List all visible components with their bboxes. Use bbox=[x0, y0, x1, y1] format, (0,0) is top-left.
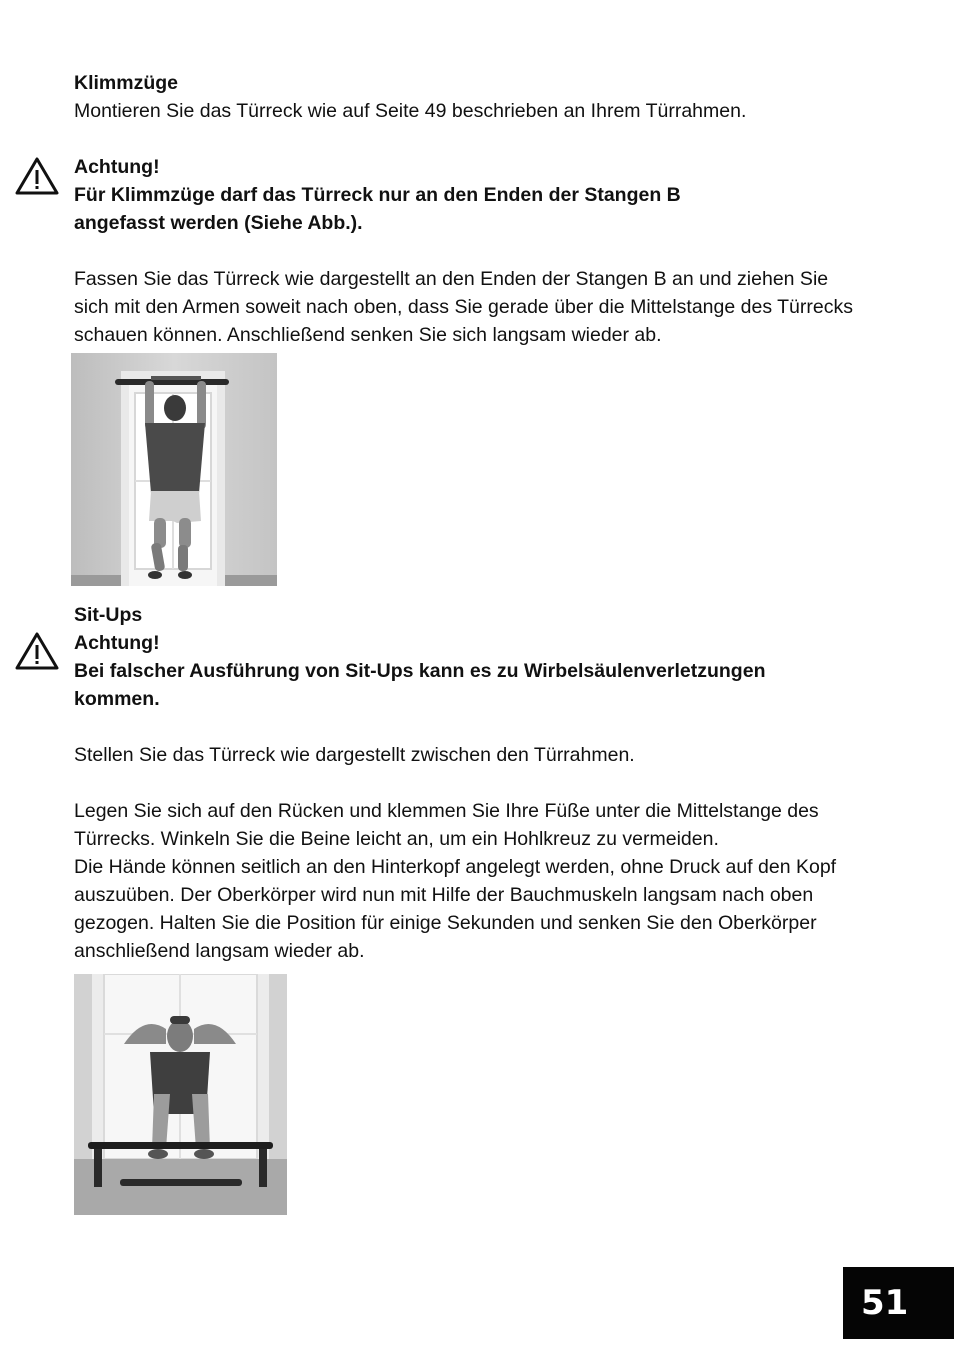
pullups-body-line: schauen können. Anschließend senken Sie sich langsam wieder ab. bbox=[74, 324, 662, 346]
pullups-section bbox=[74, 69, 894, 125]
pullups-intro: Montieren Sie das Türreck wie auf Seite 49 beschrieben an Ihrem Türrahmen. bbox=[74, 100, 747, 122]
pullups-body bbox=[74, 265, 894, 349]
situps-para1-text: Stellen Sie das Türreck wie dargestellt zwischen den Türrahmen. bbox=[74, 744, 635, 766]
pullups-heading: Klimmzüge bbox=[74, 72, 179, 94]
pullup-photo bbox=[71, 353, 277, 586]
situps-para2-line: auszuüben. Der Oberkörper wird nun mit Hilfe der Bauchmuskeln langsam nach oben bbox=[74, 884, 814, 906]
situps-warning-line: kommen. bbox=[74, 688, 160, 710]
warning-triangle-icon bbox=[14, 631, 60, 671]
situps-warning-line: Bei falscher Ausführung von Sit-Ups kann es zu Wirbelsäulenverletzungen bbox=[74, 660, 766, 682]
situps-para2-line: Türrecks. Winkeln Sie die Beine leicht an, um ein Hohlkreuz zu vermeiden. bbox=[74, 828, 719, 850]
situps-para2-line: Legen Sie sich auf den Rücken und klemmen Sie Ihre Füße unter die Mittelstange des bbox=[74, 800, 819, 822]
pullups-warning-line: angefasst werden (Siehe Abb.). bbox=[74, 212, 363, 234]
situps-warning-title: Achtung! bbox=[74, 632, 160, 654]
pullups-body-line: Fassen Sie das Türreck wie dargestellt an den Enden der Stangen B an und ziehen Sie bbox=[74, 268, 829, 290]
pullups-warning-title: Achtung! bbox=[74, 156, 160, 178]
situps-para2-line: Die Hände können seitlich an den Hinterkopf angelegt werden, ohne Druck auf den Kopf bbox=[74, 856, 837, 878]
pullups-warning-line: Für Klimmzüge darf das Türreck nur an den Enden der Stangen B bbox=[74, 184, 681, 206]
pullups-warning bbox=[74, 153, 894, 237]
situps-para2 bbox=[74, 797, 894, 965]
situp-photo bbox=[74, 974, 287, 1215]
situps-para1 bbox=[74, 741, 894, 769]
situps-section bbox=[74, 601, 894, 713]
situps-heading: Sit-Ups bbox=[74, 604, 143, 626]
situps-para2-line: anschließend langsam wieder ab. bbox=[74, 940, 365, 962]
pullups-body-line: sich mit den Armen soweit nach oben, dass Sie gerade über die Mittelstange des Türrecks bbox=[74, 296, 853, 318]
situps-para2-line: gezogen. Halten Sie die Position für einige Sekunden und senken Sie den Oberkörper bbox=[74, 912, 817, 934]
page-number: 51 bbox=[843, 1267, 954, 1339]
warning-triangle-icon bbox=[14, 156, 60, 196]
